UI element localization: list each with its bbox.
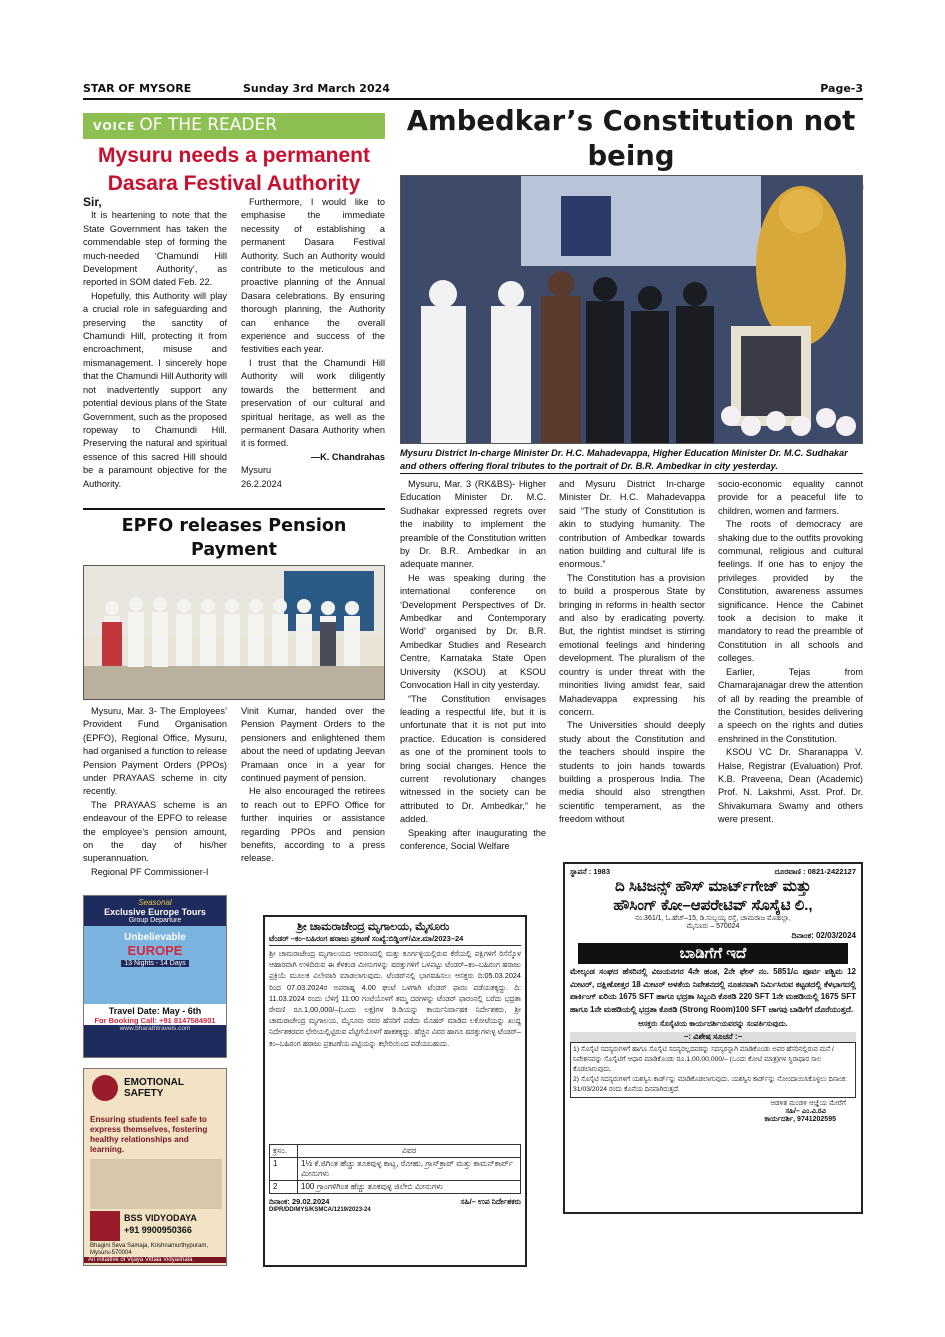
- caption-rule: [400, 473, 863, 474]
- epfo-p2: The PRAYAAS scheme is an endeavour of the EPFO to release the employee’s pension amount, on the day of his/her superannuation.: [83, 799, 227, 864]
- main-c1p1: Mysuru, Mar. 3 (RK&BS)- Higher Education Minister Dr. M.C. Sudhakar expressed regrets over the inability to implement the preamble of the Constitution written by Dr. B.R. Ambedkar in an adequate manner.: [400, 479, 546, 570]
- epfo-headline-line1: EPFO releases Pension Payment: [121, 516, 347, 560]
- zoo-ref: ಟೆಂಡರ್ –ಕಂ–ಬಹಿರಂಗ ಹರಾಜು ಪ್ರಕಟಣೆ ಸಂಖ್ಯೆ:ಬಿಡ್ಡಿಂಗ್/ಮೀ.ಮಾ/2023–24: [269, 934, 521, 946]
- society-top: [570, 867, 856, 877]
- travel-banner-2: EUROPE: [127, 943, 183, 958]
- header-rule: [83, 98, 863, 100]
- letter-salutation: Sir,: [83, 195, 102, 209]
- society-sec: ಕಾರ್ಯದರ್ಶಿ, 9741202595: [764, 1116, 836, 1123]
- main-c1p3: “The Constitution envisages leading a respectful life, but it is unfortunate that it is not put into practice. Education is considered as one of the prominent tools to bring social changes. Hence the current revolutionary changes witnessed in the society can be attributed to Dr. Ambedkar,” he added.: [400, 693, 546, 825]
- zoo-title: ಶ್ರೀ ಚಾಮರಾಜೇಂದ್ರ ಮೃಗಾಲಯ, ಮೈಸೂರು: [297, 921, 450, 933]
- main-c3p4: KSOU VC Dr. Sharanappa V. Halse, Registrar (Evaluation) Prof. K.B. Praveena, Dean (Academic) Prof. N. Lakshmi, Asst. Prof. Dr. Shivakumara Swamy and others were present.: [718, 747, 863, 825]
- school-building-image: [90, 1159, 222, 1209]
- zoo-r1: 1½ ಕೆ.ಜಿಗಿಂತ ಹೆಚ್ಚು ತೂಕವುಳ್ಳ ಕಾಟ್ಲ, ರೋಹು, ಗ್ರಾಸ್‌ಕ್ರಾಪ್ ಮತ್ತು ಕಾಮನ್‌ಕಾರ್ಪ್ ಮೀನುಗಳು: [298, 1158, 521, 1181]
- zoo-th1: ಕ್ರಸಂ.: [270, 1145, 298, 1158]
- zoo-tender-ad: [263, 915, 527, 1267]
- epfo-col-2: [241, 705, 385, 866]
- society-addr2: ಮೈಸೂರು – 570024: [686, 923, 740, 930]
- travel-ad: [83, 895, 227, 1058]
- school-title-2: SAFETY: [124, 1088, 164, 1099]
- main-col-2: [559, 478, 705, 827]
- society-special-box: [570, 1042, 856, 1098]
- zoo-table: [269, 1144, 521, 1194]
- epfo-p4: Vinit Kumar, handed over the Pension Payment Orders to the pensioners and enlightened them about the need of updating Jeevan Pramaan once in a year for continued payment of pension.: [241, 706, 385, 784]
- letter-p1: It is heartening to note that the State Government has taken the commendable step of forming the much-needed ‘Chamundi Hill Development Authority’, as reported in SOM dated Feb. 22.: [83, 210, 227, 288]
- main-headline-line1: Ambedkar’s Constitution not being: [406, 105, 856, 172]
- travel-date: Travel Date: May - 6th: [84, 1004, 226, 1016]
- ceremony-photo: [401, 176, 863, 444]
- society-name-1: ದಿ ಸಿಟಿಜನ್ಸ್ ಹೌಸ್ ಮಾರ್ಟ್‌ಗೇಜ್ ಮತ್ತು: [615, 878, 811, 895]
- zoo-r2n: 2: [270, 1181, 298, 1194]
- school-addr2: Mysuru-570004: [90, 1250, 132, 1256]
- society-est: ಸ್ಥಾಪನೆ : 1983: [570, 867, 611, 876]
- society-addr1: ನಂ.361/1, ಓ.ಹೆಚ್–15, ಡಿ.ಸುಬ್ಬಯ್ಯ ರಸ್ತೆ, ಚಾಮರಾಜ ಮೊಹಲ್ಲಾ,: [635, 915, 791, 922]
- letter-p3: Furthermore, I would like to emphasise the immediate necessity of establishing a permanent Dasara Festival Authority. Such an Authority would contribute to the meticulous and proactive planning of the Annual Dasara celebrations. By ensuring thorough planning, the Authority can enhance the overall experience and success of the festivities each year.: [241, 197, 385, 355]
- zoo-r1n: 1: [270, 1158, 298, 1181]
- school-phone: +91 9900950366: [124, 1225, 192, 1235]
- school-ad: [83, 1068, 227, 1266]
- epfo-p3: Regional PF Commissioner-I: [91, 866, 209, 877]
- epfo-rule: [83, 508, 385, 510]
- society-sign: ಸಹಿ/– ಎಂ.ವಿ.ರವಿ: [785, 1108, 826, 1115]
- page-number: Page-3: [820, 82, 863, 95]
- society-note: ಆಸಕ್ತರು ಸೊಸೈಟಿಯ ಕಾರ್ಯದರ್ಶಿಯವರನ್ನು ಸಂಪರ್ಕಿಸುವುದು.: [638, 1019, 788, 1028]
- epfo-photo: [83, 565, 385, 700]
- main-col-1: [400, 478, 546, 853]
- epfo-group-photo: [84, 566, 385, 700]
- epfo-col-1: [83, 705, 227, 879]
- society-s1: 1) ಸೊಸೈಟಿ ಸದಸ್ಯರುಗಳಿಗೆ ಹಾಗೂ ಸೊಸೈಟಿ ಸದಸ್ಯರಲ್ಲದವರನ್ನು ಸದಸ್ಯರನ್ನಾಗಿ ಮಾಡಿಕೊಂಡು ಅವರ ಹೆಸರಿನಲ್ಲಿರುವ ಮನೆ / ನಿವೇಶನವನ್ನು ಸೊಸೈಟಿಗೆ ಆಧಾರ ಮಾಡಿಕೊಂಡು ರೂ.1,00,00,000/– (ಒಂದು ಕೋಟಿ ಮಾತ್ರ)ಗಳ ಸ್ಥಿರಾಧಾರ ಸಾಲ ಕೊಡಲಾಗುವುದು.: [573, 1046, 834, 1073]
- travel-banner-1: Unbelievable: [124, 932, 186, 943]
- main-col-3: [718, 478, 863, 827]
- letter-col-2: [241, 196, 385, 491]
- school-logo-icon: [90, 1211, 120, 1241]
- main-c2p1: and Mysuru District In-charge Minister Dr. H.C. Mahadevappa said “The study of Constitution is akin to studying humanity. The contribution of Ambedkar towards nation building and cultural life is enormous.”: [559, 479, 705, 570]
- travel-title: Exclusive Europe Tours: [104, 907, 206, 917]
- zoo-dipr: DIPR/DD/MYS/KSMCA/1219/2023-24: [269, 1207, 371, 1213]
- main-photo: [400, 175, 863, 444]
- school-name: BSS VIDYODAYA: [124, 1213, 197, 1223]
- letter-col-1: [83, 196, 227, 491]
- travel-banner: [84, 926, 226, 1004]
- letter-date: 26.2.2024: [241, 478, 282, 489]
- society-special: –: ವಿಶೇಷ ಸೂಚನೆ :–: [570, 1032, 856, 1042]
- voice-tag: VOICE: [93, 120, 136, 133]
- letter-headline-line1: Mysuru needs a permanent: [98, 144, 370, 167]
- school-title-1: EMOTIONAL: [124, 1077, 184, 1088]
- travel-brand: Seasonal: [138, 898, 172, 907]
- letter-p4: I trust that the Chamundi Hill Authority will work diligently towards the betterment and preservation of our cultural and spiritual heritage, as well as the permanent Dasara Authority when it is formed.: [241, 357, 385, 449]
- main-c3p3: Earlier, Tejas from Chamarajanagar drew the attention of all by reading the preamble of the Constitution, besides delivering a speech on the rights and duties enshrined in the Constitution.: [718, 666, 863, 744]
- main-c1p2: He was speaking during the international conference on ‘Development Perspectives of Dr. Ambedkar and Contemporary World’ organised by Dr. B.R. Ambedkar Studies and Research Centre, Karnataka State Open University (KSOU) at KSOU Convocation Hall in city yesterday.: [400, 572, 546, 691]
- issue-date: Sunday 3rd March 2024: [243, 82, 390, 95]
- society-phone: ದೂರವಾಣಿ : 0821-2422127: [774, 867, 856, 876]
- zoo-th2: ವಿವರ: [298, 1145, 521, 1158]
- epfo-p1: Mysuru, Mar. 3- The Employees’ Provident Fund Organisation (EPFO), Regional Office, Mysuru, had organised a function to release Pension Payment Orders (PPOs) under PRAYAAS scheme in city recently.: [83, 706, 227, 797]
- epfo-p5: He also encouraged the retirees to reach out to EPFO Office for further inquiries or assistance regarding PPOs and pension benefits, according to a press release.: [241, 786, 385, 864]
- letter-signature: —K. Chandrahas: [310, 451, 385, 462]
- zoo-r2: 100 ಗ್ರಾಂಗಳಿಗಿಂತ ಹೆಚ್ಚು ತೂಕವುಳ್ಳ ಜಿಲೇಬಿ ಮೀನುಗಳು: [298, 1181, 521, 1194]
- travel-web: www.bharathtravels.com: [119, 1025, 191, 1032]
- travel-booking: For Booking Call: +91 8147584901: [84, 1016, 226, 1025]
- page-header: [83, 82, 863, 98]
- main-c1p4: Speaking after inaugurating the conference, Social Welfare: [400, 827, 546, 851]
- society-body: ಮೇಲ್ಕಂಡ ಸಂಘದ ಹೆಸರಿನಲ್ಲಿ ವಿಜಯನಗರ 4ನೇ ಹಂತ, 2ನೇ ಫೇಸ್ ನಂ. 5851/ಎ ಪೂರ್ವ ಪಶ್ಚಿಮ 12 ಮೀಟರ್, ದಕ್ಷಿಣೋತ್ತರ 18 ಮೀಟರ್ ಅಳತೆಯ ನಿವೇಶನದಲ್ಲಿ ನೂತನವಾಗಿ ನಿರ್ಮಿಸಿರುವ ಕಟ್ಟಡದಲ್ಲಿ ಕೆಳಭಾಗದಲ್ಲಿ ಪಾರ್ಕಿಂಗ್ ಏರಿಯ 1675 SFT ಹಾಗೂ ಭದ್ರತಾ ಸಿಬ್ಬಂದಿ ಕೊಠಡಿ 220 SFT 1ನೇ ಮಹಡಿಯಲ್ಲಿ 1675 SFT ಹಾಗೂ 1ನೇ ಮಹಡಿಯಲ್ಲಿ ಭದ್ರತಾ ಕೊಠಡಿ (Strong Room)100 SFT ಜಾಗವು ಬಾಡಿಗೆಗೆ ದೊರೆಯುತ್ತದೆ.: [570, 967, 856, 1014]
- paper-name: STAR OF MYSORE: [83, 82, 192, 95]
- zoo-footer: [269, 1197, 521, 1207]
- school-foot: An initiative of Vijaya Vittala Vidyashala: [84, 1257, 227, 1263]
- zoo-sign: ಸಹಿ/– ಉಪ ನಿರ್ದೇಶಕರು: [460, 1197, 521, 1206]
- school-title: [124, 1077, 184, 1099]
- letter-headline: [83, 142, 385, 198]
- society-banner: ಬಾಡಿಗೆಗೆ ಇದೆ: [578, 943, 848, 964]
- zoo-date: ದಿನಾಂಕ: 29.02.2024: [269, 1197, 330, 1206]
- main-c2p3: The Universities should deeply study about the Constitution and the teachers should inspire the students to join hands towards building a prosperous India. The media should also strengthen scientific temperament, as the freedom without: [559, 720, 705, 825]
- letter-headline-line2: Dasara Festival Authority: [107, 172, 361, 195]
- main-caption: Mysuru District In-charge Minister Dr. H.C. Mahadevappa, Higher Education Minister Dr. M.C. Sudhakar and others offering floral tributes to the portrait of Dr. B.R. Ambedkar in city yesterday.: [400, 448, 848, 471]
- society-name: [570, 877, 856, 915]
- main-c2p2: The Constitution has a provision to build a prosperous State by bringing in reforms in health sector and also by eradicating poverty. But, the rightist mindset is stirring emotional feelings and hindering development. The pluralism of the country is under threat with the minorities living amidst fear, said Mahadevappa expressing his concern.: [559, 572, 705, 717]
- school-crest-icon: [92, 1075, 118, 1101]
- society-date: ದಿನಾಂಕ: 02/03/2024: [791, 931, 856, 940]
- travel-sub: Group Departure: [128, 917, 182, 924]
- society-order: ಆಡಳಿತ ಮಂಡಳಿ ಆಜ್ಞೆಯ ಮೇರೆಗೆ: [770, 1100, 846, 1107]
- main-c3p1: socio-economic equality cannot provide for a peaceful life to children, women and farmers.: [718, 479, 863, 516]
- school-body: Ensuring students feel safe to express themselves, fostering healthy relationships and learning.: [90, 1115, 208, 1154]
- letter-p2: Hopefully, this Authority will play a crucial role in safeguarding and preserving the sanctity of Chamundi Hill, protecting it from encroachment, misuse and mismanagement. I sincerely hope that the Chamundi Hill Authority will not inadvertently support any potential devious plans of the State Government, such as the proposed ropeway to Chamundi Hill. Preserving the natural and spiritual essence of this sacred Hill should be a paramount objective for the Authority.: [83, 290, 228, 489]
- society-s2: 2) ಸೊಸೈಟಿ ಸದಸ್ಯರುಗಳಿಗೆ ಯಶಸ್ವಿನಿ ಕಾರ್ಡ್‌ನ್ನು ಮಾಡಿಕೊಡಲಾಗುವುದು. ಯಶಸ್ವಿನಿ ಕಾರ್ಡ್‌ನ್ನು ನೋಂದಾಯಿಸಿಕೊಳ್ಳಲು ದಿನಾಂಕ: 31/03/2024 ರಂದು ಕೊನೆಯ ದಿನವಾಗಿರುತ್ತದೆ.: [573, 1076, 848, 1093]
- main-c3p2: The roots of democracy are shaking due to the outfits provoking communal, religious and cultural feelings. If one has to enjoy the privileges provided by the Constitution, awareness assumes significance. Hence the Cabinet took a decision to make it mandatory to read the preamble of Constitution in all schools and colleges.: [718, 519, 863, 664]
- zoo-body: ಶ್ರೀ ಚಾಮರಾಜೇಂದ್ರ ಮೃಗಾಲಯದ ಆವರಣದಲ್ಲಿ ಮತ್ತು ಕೂರ್ಗಳ್ಳಿಯಲ್ಲಿರುವ ಕೆರೆಯಲ್ಲಿ ಪಕ್ಷಿಗಳಿಗೆ ರಿಸೆನ್ಕೊಳ ಆಹಾರವಾಗಿ ಉಳಿದಿರುವ ಈ ಕೆಳಕಂಡ ಮೀನುಗಳನ್ನು ಷರತ್ತುಗಳಿಗೆ ಒಳಪಟ್ಟು ಟೆಂಡರ್–ಕಂ–ಬಹಿರಂಗ ಹರಾಜು ಪ್ರಕ್ರಿಯೆ ಮೂಲಕ ವಿಲೇವಾರಿ ಮಾಡಲಾಗುವುದು. ಟೆಂಡರ್‌ನಲ್ಲಿ ಭಾಗವಹಿಸಲು ಆಸಕ್ತರು ದಿ:05.03.2024 ರಿಂದ 07.03.2024ರ ಅಪರಾಹ್ನ 4.00 ಘಂಟೆ ಒಳಗಾಗಿ ಟೆಂಡರ್ ಫಾರಂ ಪಡೆಯತಕ್ಕದ್ದು. ದಿ: 11.03.2024 ರಂದು ಬೆಳಿಗ್ಗೆ 11:00 ಗಂಟೆಯೊಳಗೆ ತಮ್ಮ ದರಗಳನ್ನು ಟೆಂಡರ್ ಫಾರಂನಲ್ಲಿ ಬರೆದು ಭದ್ರತಾ ಠೇವಣಿ ರೂ.1,00,000/–(ಒಂದು ಲಕ್ಷ)ಗಳ ಡಿ.ಡಿಯನ್ನು ಕಾರ್ಯನಿರ್ವಾಹಕ ನಿರ್ದೇಶಕರು, ಶ್ರೀ ಚಾಮರಾಜೇಂದ್ರ ಮೃಗಾಲಯ, ಮೈಸೂರು ರವರ ಹೆಸರಿಗೆ ಪಡೆದು ಮೊಹರ್ ಮಾಡಿದ ಲಕೋಟೆಯನ್ನು ಖುದ್ದ ನಿರ್ದೇಶಕರವರ ಛೇರಿಯಲ್ಲಿಟ್ಟಿರುವ ಪೆಟ್ಟಿಗೆಯೊಳಗೆ ಹಾಕತಕ್ಕದ್ದು. ಹೆಚ್ಚಿನ ವಿವರ ಹಾಗೂ ಷರತ್ತುಗಳುಳ್ಳ ಟೆಂಡರ್–ಕಂ–ಬಹಿರಂಗ ಹರಾಜು ಪ್ರಕಟಣೆಯ ಪಟ್ಟಿಯನ್ನು ಕಛೇರಿಯಿಂದ ಪಡೆಯಬಹುದು.: [269, 949, 521, 1048]
- society-ad: [563, 862, 863, 1214]
- society-name-2: ಹೌಸಿಂಗ್ ಕೋ–ಆಪರೇಟಿವ್ ಸೊಸೈಟಿ ಲಿ.,: [613, 897, 813, 914]
- letter-place: Mysuru: [241, 465, 272, 476]
- voice-banner: [83, 113, 385, 139]
- voice-label: OF THE READER: [139, 115, 278, 135]
- travel-banner-3: 13 Nights - 14 Days: [121, 960, 188, 967]
- school-addr1: Bhagini Seva Samaja, Krishnamurthypuram,: [90, 1243, 209, 1249]
